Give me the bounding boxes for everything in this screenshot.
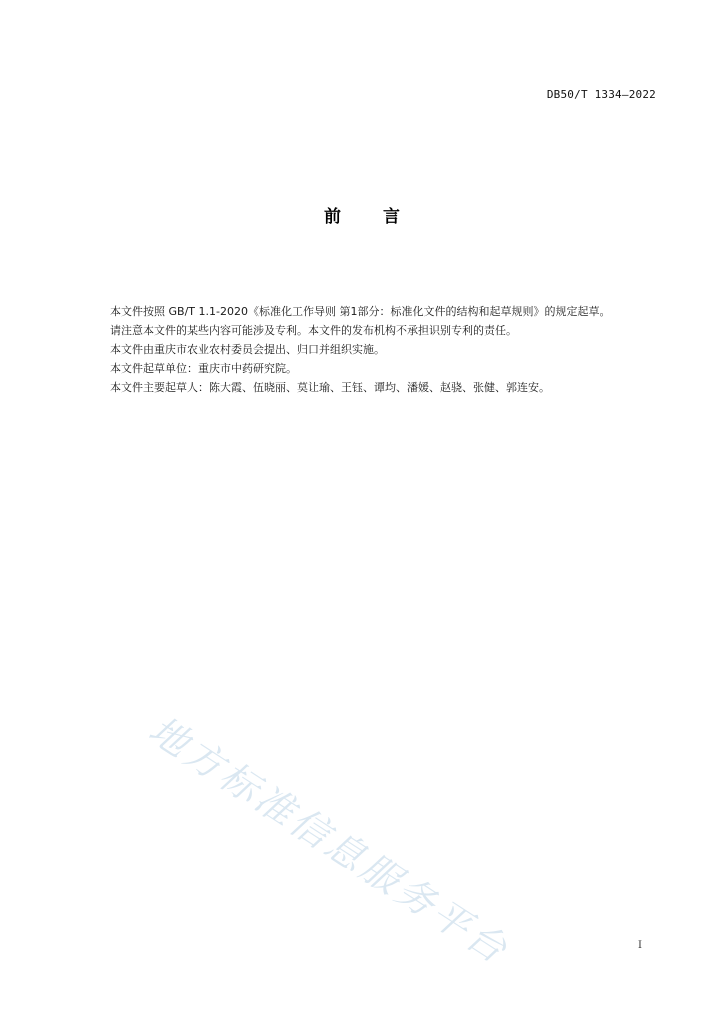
watermark: 地方标准信息服务平台 bbox=[141, 707, 518, 974]
section-title-char-2: 言 bbox=[383, 207, 400, 227]
paragraph-drafting-rules: 本文件按照 GB/T 1.1-2020《标准化工作导则 第1部分：标准化文件的结构和起草规则》的规定起草。 bbox=[110, 305, 611, 318]
section-title bbox=[0, 202, 724, 227]
preface-body bbox=[88, 302, 658, 397]
section-title-char-1: 前 bbox=[324, 207, 341, 227]
page-number: I bbox=[638, 940, 642, 951]
paragraph-patent-notice: 请注意本文件的某些内容可能涉及专利。本文件的发布机构不承担识别专利的责任。 bbox=[110, 324, 517, 337]
document-code: DB50/T 1334—2022 bbox=[546, 88, 656, 101]
paragraph-proposer: 本文件由重庆市农业农村委员会提出、归口并组织实施。 bbox=[110, 343, 385, 356]
paragraph-drafting-unit: 本文件起草单位：重庆市中药研究院。 bbox=[110, 362, 297, 375]
paragraph-drafters: 本文件主要起草人：陈大霞、伍晓丽、莫让瑜、王钰、谭均、潘媛、赵骁、张健、郭连安。 bbox=[110, 381, 550, 394]
